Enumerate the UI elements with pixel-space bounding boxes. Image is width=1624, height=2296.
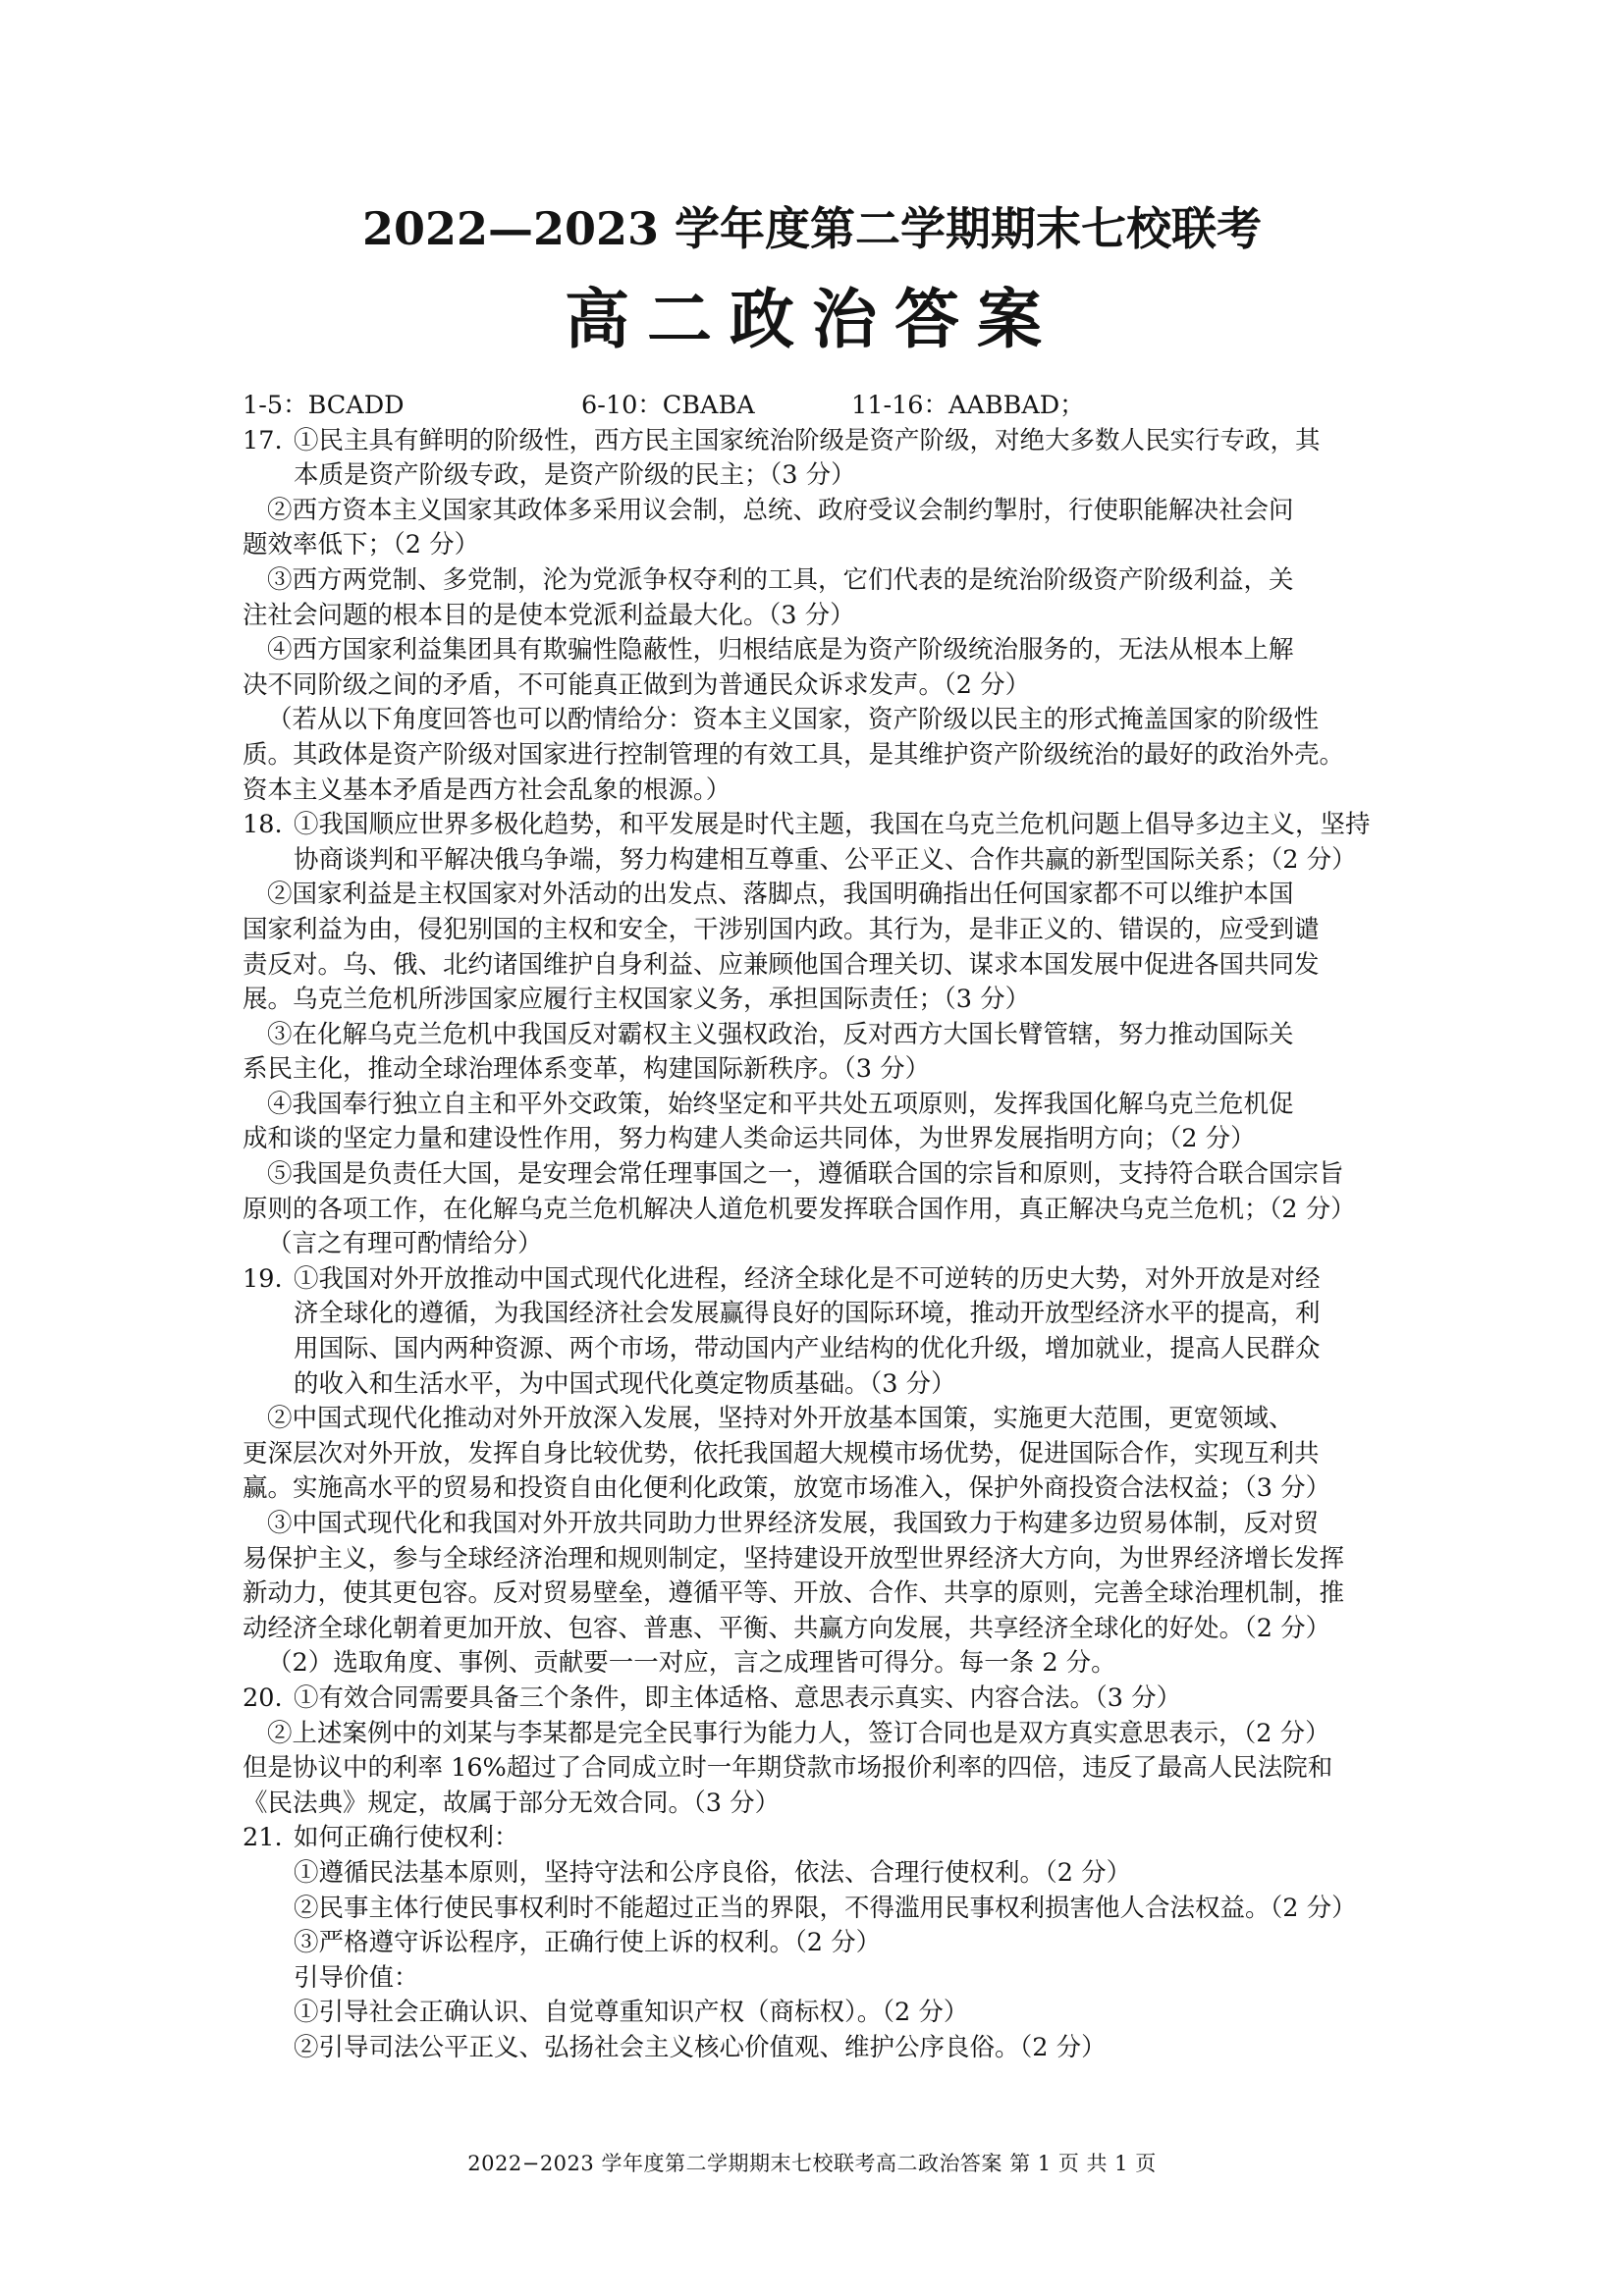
answer-line (243, 528, 1445, 563)
answer-text: ①民主具有鲜明的阶级性，西方民主国家统治阶级是资产阶级，对绝大多数人民实行专政，其 (294, 425, 1321, 455)
page-subtitle: 高二政治答案 (565, 282, 1059, 357)
answer-line (243, 1122, 1445, 1157)
answer-text: （2）选取角度、事例、贡献要一一对应，言之成理皆可得分。每一条 2 分。 (267, 1648, 1116, 1679)
answer-line (243, 1402, 1445, 1437)
multiple-choice-answers (243, 389, 1445, 424)
answer-line (243, 703, 1445, 738)
answer-line (243, 1507, 1445, 1542)
answer-text: 如何正确行使权利： (294, 1823, 519, 1853)
answer-text: ③中国式现代化和我国对外开放共同助力世界经济发展，我国致力于构建多边贸易体制，反对贸 (267, 1509, 1320, 1538)
answer-line (243, 1332, 1445, 1367)
answer-text: ①有效合同需要具备三个条件，即主体适格、意思表示真实、内容合法。（3 分） (294, 1682, 1182, 1713)
answer-line (243, 843, 1445, 879)
answer-line (243, 2031, 1445, 2066)
answer-line (243, 1682, 1445, 1717)
answer-text: 动经济全球化朝着更加开放、包容、普惠、平衡、共赢方向发展，共享经济全球化的好处。（2 分） (243, 1613, 1331, 1643)
answer-line (243, 1787, 1445, 1822)
answer-text: 本质是资产阶级专政，是资产阶级的民主；（3 分） (294, 460, 856, 491)
answer-text: （若从以下角度回答也可以酌情给分：资本主义国家，资产阶级以民主的形式掩盖国家的阶级性 (267, 705, 1320, 735)
answer-text: ①遵循民法基本原则，坚持守法和公序良俗，依法、合理行使权利。（2 分） (294, 1857, 1132, 1888)
answer-text: ④我国奉行独立自主和平外交政策，始终坚定和平共处五项原则，发挥我国化解乌克兰危机促 (267, 1089, 1294, 1119)
answer-line (243, 1052, 1445, 1088)
answer-text: 《民法典》规定，故属于部分无效合同。（3 分） (243, 1788, 781, 1818)
answer-text: 责反对。乌、俄、北约诸国维护自身利益、应兼顾他国合理关切、谋求本国发展中促进各国共同发 (243, 949, 1320, 980)
answer-text: 易保护主义，参与全球经济治理和规则制定，坚持建设开放型世界经济大方向，为世界经济增长发挥 (243, 1543, 1345, 1574)
answers-11-16: 11-16：AABBAD； (851, 391, 1085, 420)
question-number: 20. (243, 1682, 283, 1713)
answer-line (243, 1471, 1445, 1507)
answer-text: ②民事主体行使民事权利时不能超过正当的界限，不得滥用民事权利损害他人合法权益。（2 分） (294, 1893, 1357, 1923)
answer-line (243, 1892, 1445, 1927)
answer-text: 济全球化的遵循，为我国经济社会发展赢得良好的国际环境，推动开放型经济水平的提高，利 (294, 1299, 1321, 1329)
answer-text: ①我国对外开放推动中国式现代化进程，经济全球化是不可逆转的历史大势，对外开放是对经 (294, 1263, 1321, 1294)
page-footer: 2022−2023 学年度第二学期期末七校联考高二政治答案 第 1 页 共 1 页 (467, 2152, 1157, 2175)
answer-line (243, 458, 1445, 494)
answer-text: ②中国式现代化推动对外开放深入发展，坚持对外开放基本国策，实施更大范围，更宽领域、 (267, 1404, 1294, 1434)
answers-1-5: 1-5：BCADD (243, 391, 405, 420)
answer-text: 注社会问题的根本目的是使本党派利益最大化。（3 分） (243, 600, 855, 630)
answer-text: ②引导司法公平正义、弘扬社会主义核心价值观、维护公序良俗。（2 分） (294, 2032, 1107, 2062)
question-number: 17. (243, 425, 283, 455)
question-number: 18. (243, 810, 283, 840)
answer-line (243, 1297, 1445, 1332)
answer-line (243, 424, 1445, 459)
answer-line (243, 1018, 1445, 1053)
answer-line (243, 1612, 1445, 1647)
answer-text: ③西方两党制、多党制，沦为党派争权夺利的工具，它们代表的是统治阶级资产阶级利益，关 (267, 564, 1294, 595)
answer-line (243, 1542, 1445, 1577)
answer-line (243, 1926, 1445, 1961)
answer-text: ①引导社会正确认识、自觉尊重知识产权（商标权）。（2 分） (294, 1998, 969, 2028)
answer-text: ③在化解乌克兰危机中我国反对霸权主义强权政治，反对西方大国长臂管辖，努力推动国际关 (267, 1019, 1294, 1049)
answer-text: （言之有理可酌情给分） (267, 1229, 543, 1259)
answer-line (243, 983, 1445, 1018)
question-number: 21. (243, 1823, 283, 1853)
answer-line (243, 1437, 1445, 1472)
answer-line (243, 1576, 1445, 1612)
answer-line (243, 1646, 1445, 1682)
answers-6-10: 6-10：CBABA (581, 391, 755, 420)
answer-text: ②国家利益是主权国家对外活动的出发点、落脚点，我国明确指出任何国家都不可以维护本国 (267, 880, 1294, 910)
answer-text: 的收入和生活水平，为中国式现代化奠定物质基础。（3 分） (294, 1368, 956, 1399)
answer-line (243, 563, 1445, 599)
answer-line (243, 1821, 1445, 1856)
answer-text: 新动力，使其更包容。反对贸易壁垒，遵循平等、开放、合作、共享的原则，完善全球治理机制，推 (243, 1578, 1345, 1609)
answer-line (243, 1367, 1445, 1403)
answer-line (243, 1193, 1445, 1228)
answer-line (243, 633, 1445, 668)
answer-line (243, 1262, 1445, 1298)
answer-line (243, 1996, 1445, 2031)
answer-text: 原则的各项工作，在化解乌克兰危机解决人道危机要发挥联合国作用，真正解决乌克兰危机；（2 分） (243, 1194, 1356, 1224)
answer-text: 质。其政体是资产阶级对国家进行控制管理的有效工具，是其维护资产阶级统治的最好的政治外壳。 (243, 739, 1345, 770)
answer-line (243, 494, 1445, 529)
answer-text: 国家利益为由，侵犯别国的主权和安全，干涉别国内政。其行为，是非正义的、错误的，应受到谴 (243, 914, 1320, 944)
answer-line (243, 1157, 1445, 1193)
answer-text: 展。乌克兰危机所涉国家应履行主权国家义务，承担国际责任；（3 分） (243, 985, 1031, 1015)
answer-line (243, 878, 1445, 913)
answer-text: 决不同阶级之间的矛盾，不可能真正做到为普通民众诉求发声。（2 分） (243, 669, 1031, 700)
answer-text: 引导价值： (294, 1962, 419, 1993)
answer-line (243, 668, 1445, 704)
answer-text: ②上述案例中的刘某与李某都是完全民事行为能力人，签订合同也是双方真实意思表示，（2 分） (267, 1718, 1330, 1748)
answer-text: 赢。实施高水平的贸易和投资自由化便利化政策，放宽市场准入，保护外商投资合法权益；（3 分） (243, 1473, 1331, 1504)
answer-line (243, 1856, 1445, 1892)
answer-text: ②西方资本主义国家其政体多采用议会制，总统、政府受议会制约掣肘，行使职能解决社会问 (267, 495, 1294, 525)
answer-line (243, 774, 1445, 809)
answer-text: 但是协议中的利率 16%超过了合同成立时一年期贷款市场报价利率的四倍，违反了最高人民法院和 (243, 1753, 1333, 1784)
answer-line (243, 1961, 1445, 1997)
answer-text: ⑤我国是负责任大国，是安理会常任理事国之一，遵循联合国的宗旨和原则，支持符合联合国宗旨 (267, 1159, 1344, 1190)
answer-text: 题效率低下；（2 分） (243, 530, 480, 561)
answer-text: 用国际、国内两种资源、两个市场，带动国内产业结构的优化升级，增加就业，提高人民群众 (294, 1334, 1321, 1364)
answer-text: 协商谈判和平解决俄乌争端，努力构建相互尊重、公平正义、合作共赢的新型国际关系；（2 分） (294, 844, 1357, 875)
answer-body (243, 389, 1445, 2066)
question-number: 19. (243, 1263, 283, 1294)
answer-line (243, 1088, 1445, 1123)
answer-text: ④西方国家利益集团具有欺骗性隐蔽性，归根结底是为资产阶级统治服务的，无法从根本上解 (267, 635, 1294, 666)
answer-line (243, 913, 1445, 948)
answer-lines (243, 424, 1445, 2066)
answer-text: 成和谈的坚定力量和建设性作用，努力构建人类命运共同体，为世界发展指明方向；（2 分） (243, 1124, 1256, 1154)
answer-line (243, 599, 1445, 634)
answer-line (243, 948, 1445, 984)
answer-line (243, 808, 1445, 843)
answer-text: 更深层次对外开放，发挥自身比较优势，依托我国超大规模市场优势，促进国际合作，实现互利共 (243, 1438, 1320, 1468)
answer-line (243, 1751, 1445, 1787)
answer-line (243, 1227, 1445, 1262)
answer-text: 系民主化，推动全球治理体系变革，构建国际新秩序。（3 分） (243, 1054, 931, 1085)
answer-text: 资本主义基本矛盾是西方社会乱象的根源。） (243, 774, 731, 805)
answer-line (243, 738, 1445, 774)
answer-text: ③严格遵守诉讼程序，正确行使上诉的权利。（2 分） (294, 1928, 882, 1958)
answer-line (243, 1717, 1445, 1752)
answer-text: ①我国顺应世界多极化趋势，和平发展是时代主题，我国在乌克兰危机问题上倡导多边主义，坚持 (294, 810, 1371, 840)
page-title: 2022—2023 学年度第二学期期末七校联考 (361, 202, 1263, 255)
